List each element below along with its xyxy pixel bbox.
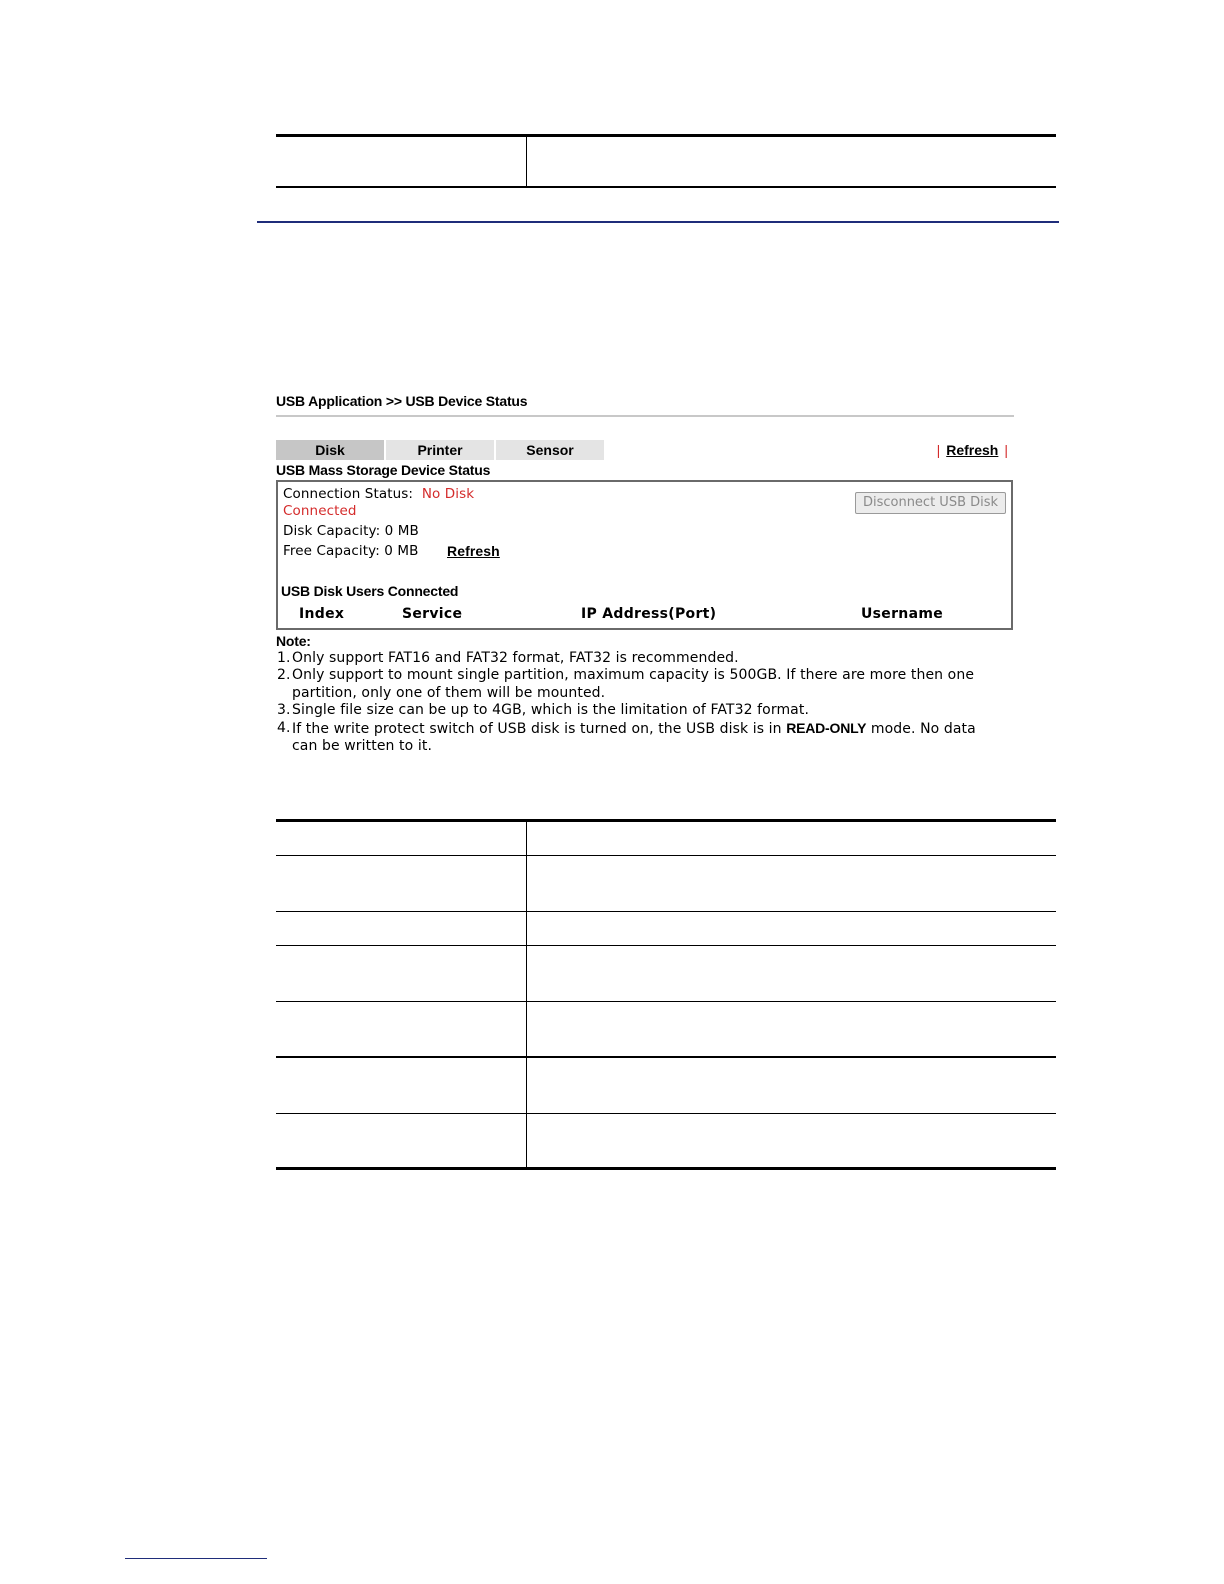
top-refresh-group (931, 440, 1014, 460)
table-row-divider (276, 1056, 1056, 1058)
table-row-divider (276, 945, 1056, 946)
list-item-text: Single file size can be up to 4GB, which is the limitation of FAT32 format. (292, 702, 809, 719)
section-divider (257, 221, 1059, 223)
list-item-text-cont: can be written to it. (292, 738, 432, 755)
usb-device-status-screenshot (276, 390, 1014, 755)
table-row-divider (276, 911, 1056, 912)
column-header-index: Index (299, 606, 345, 622)
table-column-divider (526, 822, 527, 1167)
list-item (276, 650, 1014, 667)
refresh-link[interactable]: Refresh (946, 442, 999, 458)
list-item-text: If the write protect switch of USB disk is turned on, the USB disk is in (292, 720, 787, 737)
list-item (276, 720, 1014, 756)
free-capacity: Free Capacity: 0 MB (283, 543, 419, 559)
capacity-refresh-link[interactable]: Refresh (447, 543, 500, 559)
tab-bar (276, 440, 1014, 462)
separator: | (936, 442, 941, 458)
tab-printer[interactable]: Printer (386, 440, 494, 460)
bottom-table (276, 819, 1056, 1170)
tab-sensor[interactable]: Sensor (496, 440, 604, 460)
separator: | (1004, 442, 1008, 458)
connection-status (283, 486, 474, 503)
list-item-number: 3. (277, 702, 291, 719)
disk-capacity: Disk Capacity: 0 MB (283, 523, 419, 539)
table-row-divider (276, 1001, 1056, 1002)
column-header-service: Service (402, 606, 463, 622)
list-item-number: 2. (277, 667, 291, 684)
list-item (276, 667, 1014, 702)
table-column-divider (526, 137, 527, 186)
disconnect-usb-disk-button[interactable]: Disconnect USB Disk (855, 492, 1006, 514)
users-connected-title: USB Disk Users Connected (281, 583, 459, 599)
list-item (276, 702, 1014, 719)
section-title: USB Mass Storage Device Status (276, 462, 491, 478)
list-item-number: 4. (277, 719, 291, 736)
column-header-ip-address: IP Address(Port) (581, 606, 717, 622)
list-item-text: Only support to mount single partition, maximum capacity is 500GB. If there are more then one (292, 667, 975, 684)
list-item-text: Only support FAT16 and FAT32 format, FAT32 is recommended. (292, 650, 739, 666)
read-only-emphasis: READ-ONLY (786, 719, 867, 736)
tab-disk[interactable]: Disk (276, 440, 384, 460)
connection-status-label: Connection Status: (283, 486, 414, 502)
storage-status-panel (276, 480, 1013, 630)
list-item-text-tail: mode. No data (866, 720, 976, 737)
connection-status-value-cont: Connected (283, 503, 357, 519)
breadcrumb-divider (276, 415, 1014, 417)
list-item-text-cont: partition, only one of them will be mounted. (292, 684, 606, 701)
top-table-fragment (276, 134, 1056, 188)
table-row-divider (276, 855, 1056, 856)
list-item-number: 1. (277, 650, 291, 666)
note-list (276, 650, 1014, 755)
footnote-rule (125, 1558, 267, 1559)
note-title: Note: (276, 633, 311, 649)
column-header-username: Username (861, 606, 943, 622)
breadcrumb: USB Application >> USB Device Status (276, 393, 528, 409)
connection-status-value: No Disk (421, 486, 475, 502)
table-row-divider (276, 1113, 1056, 1114)
